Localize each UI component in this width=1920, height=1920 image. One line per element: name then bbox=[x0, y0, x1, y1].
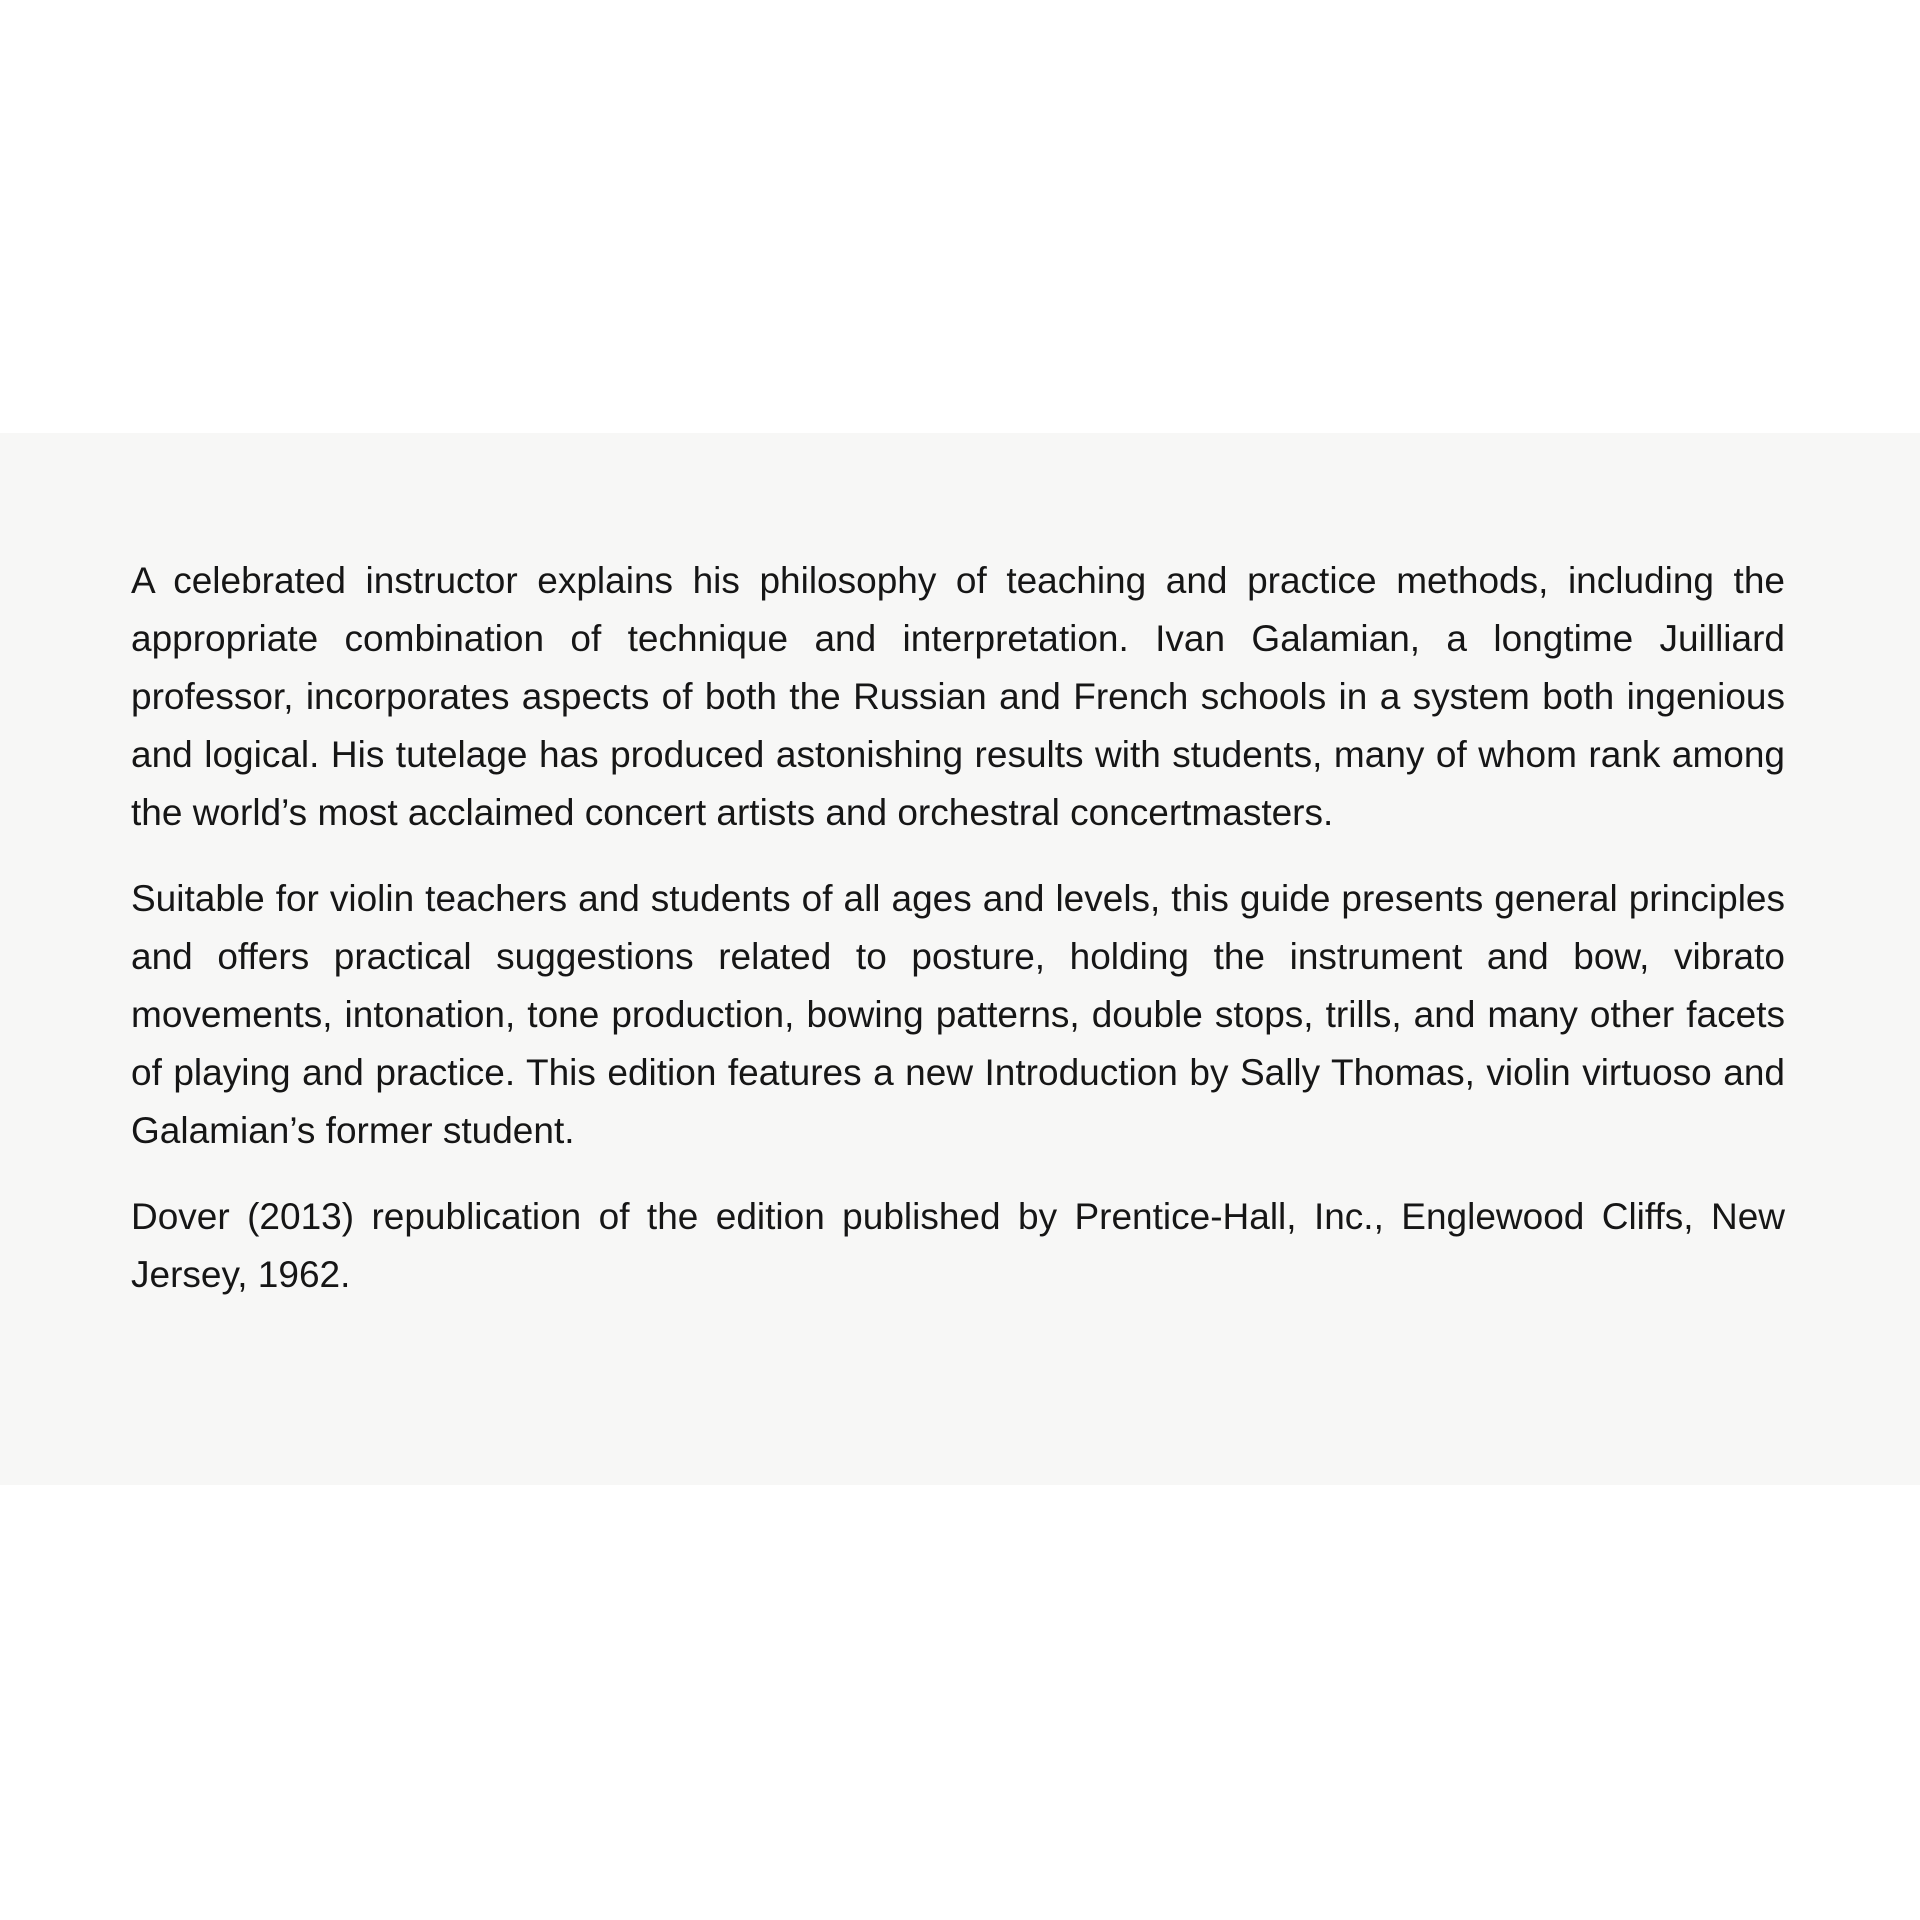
paragraph-publication-note: Dover (2013) republication of the edition published by Prentice-Hall, Inc., Englewood Cliffs, New Jersey, 1962. bbox=[131, 1196, 1785, 1295]
paragraph-contents: Suitable for violin teachers and students of all ages and levels, this guide presents general principles and offers practical suggestions related to posture, holding the instrument and bow, vibrato movements, intonation, tone production, bowing patterns, double stops, trills, and many other facets of playing and practice. This edition features a new Introduction by Sally Thomas, violin virtuoso and Galamian’s former student. bbox=[131, 878, 1785, 1151]
paragraph-description: A celebrated instructor explains his philosophy of teaching and practice methods, including the appropriate combination of technique and interpretation. Ivan Galamian, a longtime Juilliard professor, incorporates aspects of both the Russian and French schools in a system both ingenious and logical. His tutelage has produced astonishing results with students, many of whom rank among the world’s most acclaimed concert artists and orchestral concertmasters. bbox=[131, 560, 1785, 833]
description-text-block bbox=[131, 552, 1785, 1332]
